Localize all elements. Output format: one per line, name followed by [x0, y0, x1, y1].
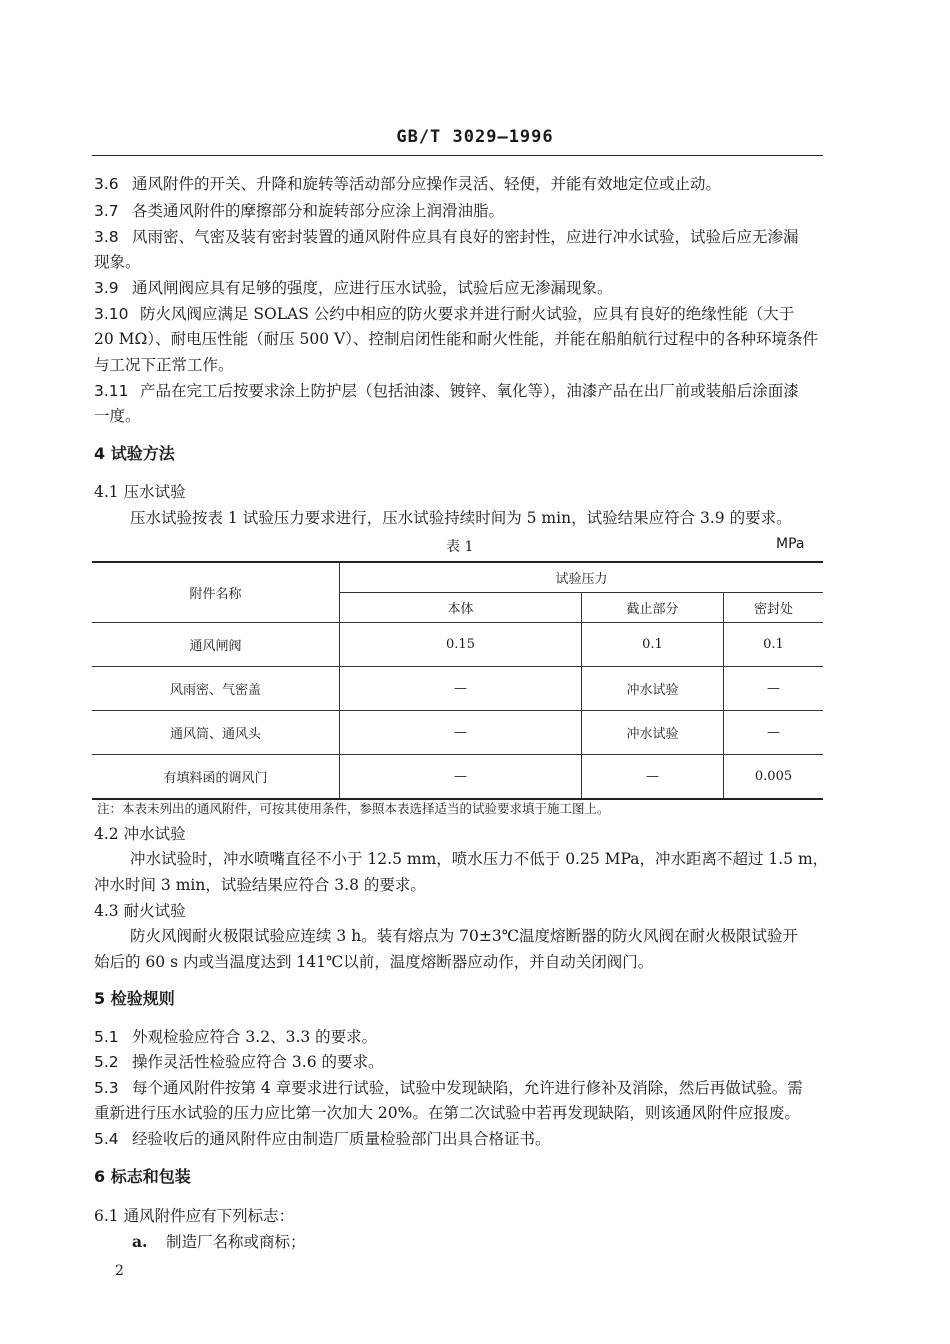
clause-5-4: 5.4 经验收后的通风附件应由制造厂质量检验部门出具合格证书。	[94, 1130, 551, 1148]
cell-cutoff: 冲水试验	[582, 667, 724, 711]
cell-name: 风雨密、气密盖	[92, 667, 340, 711]
cell-name: 通风闸阀	[92, 623, 340, 667]
clause-3-10-cont2: 与工况下正常工作。	[94, 356, 234, 374]
cell-cutoff: 冲水试验	[582, 711, 724, 755]
clause-4-3-line1: 防火风阀耐火极限试验应连续 3 h。装有熔点为 70±3℃温度熔断器的防火风阀在耐火极限试验开	[130, 927, 799, 945]
clause-4-3-line2: 始后的 60 s 内或当温度达到 141℃以前，温度熔断器应动作，并自动关闭阀门。	[94, 953, 654, 971]
clause-5-3-cont: 重新进行压水试验的压力应比第一次加大 20%。在第二次试验中若再发现缺陷，则该通风附件应报废。	[94, 1104, 800, 1122]
cell-seal: —	[724, 667, 824, 711]
cell-body: —	[340, 711, 582, 755]
clause-4-2-line1: 冲水试验时，冲水喷嘴直径不小于 12.5 mm，喷水压力不低于 0.25 MPa，冲水距离不超过 1.5 m，	[130, 850, 829, 868]
cell-seal: 0.1	[724, 623, 824, 667]
section-6-title: 6 标志和包装	[94, 1167, 191, 1186]
standard-number-header: GB/T 3029—1996	[396, 127, 554, 147]
table-row	[92, 711, 823, 755]
section-5-title: 5 检验规则	[94, 989, 175, 1008]
clause-3-8-cont: 现象。	[94, 253, 141, 271]
clause-3-10-cont1: 20 MΩ）、耐电压性能（耐压 500 V）、控制启闭性能和耐火性能，并能在船舶航行过程中的各种环境条件	[94, 330, 819, 348]
table-caption: 表 1	[446, 539, 474, 555]
table-row	[92, 667, 823, 711]
clause-3-11: 3.11 产品在完工后按要求涂上防护层（包括油漆、镀锌、氧化等），油漆产品在出厂前或装船后涂面漆	[94, 382, 799, 400]
page-number: 2	[115, 1263, 124, 1279]
clause-3-11-cont: 一度。	[94, 407, 141, 425]
col-header-name: 附件名称	[92, 562, 340, 623]
list-item-a: a. 制造厂名称或商标；	[132, 1232, 306, 1251]
clause-6-1: 6.1 通风附件应有下列标志：	[94, 1207, 295, 1225]
clause-5-3: 5.3 每个通风附件按第 4 章要求进行试验，试验中发现缺陷，允许进行修补及消除，然后再做试验。需	[94, 1079, 803, 1097]
cell-seal: 0.005	[724, 755, 824, 800]
cell-name: 有填料函的调风门	[92, 755, 340, 800]
section-4-title: 4 试验方法	[94, 444, 175, 463]
table-row	[92, 623, 823, 667]
cell-body: —	[340, 667, 582, 711]
clause-4-2-line2: 冲水时间 3 min，试验结果应符合 3.8 的要求。	[94, 876, 426, 894]
clause-4-1-title: 4.1 压水试验	[94, 483, 186, 501]
cell-cutoff: —	[582, 755, 724, 800]
clause-4-3-title: 4.3 耐火试验	[94, 902, 186, 920]
col-header-cutoff: 截止部分	[582, 593, 724, 623]
clause-3-7: 3.7 各类通风附件的摩擦部分和旋转部分应涂上润滑油脂。	[94, 202, 505, 220]
cell-name: 通风筒、通风头	[92, 711, 340, 755]
clause-5-1: 5.1 外观检验应符合 3.2、3.3 的要求。	[94, 1028, 378, 1046]
col-header-pressure: 试验压力	[340, 562, 824, 593]
header-rule	[92, 155, 823, 156]
clause-3-10: 3.10 防火风阀应满足 SOLAS 公约中相应的防火要求并进行耐火试验，应具有良好的绝缘性能（大于	[94, 305, 795, 323]
clause-4-2-title: 4.2 冲水试验	[94, 825, 186, 843]
clause-3-8: 3.8 风雨密、气密及装有密封装置的通风附件应具有良好的密封性，应进行冲水试验，试验后应无渗漏	[94, 228, 799, 246]
clause-3-9: 3.9 通风闸阀应具有足够的强度，应进行压水试验，试验后应无渗漏现象。	[94, 279, 613, 297]
col-header-seal: 密封处	[724, 593, 824, 623]
cell-cutoff: 0.1	[582, 623, 724, 667]
test-pressure-table	[92, 561, 823, 800]
table-row	[92, 755, 823, 800]
cell-body: —	[340, 755, 582, 800]
clause-3-6: 3.6 通风附件的开关、升降和旋转等活动部分应操作灵活、轻便，并能有效地定位或止动。	[94, 175, 722, 193]
clause-4-1-text: 压水试验按表 1 试验压力要求进行，压水试验持续时间为 5 min，试验结果应符合 3.9 的要求。	[130, 509, 792, 527]
cell-seal: —	[724, 711, 824, 755]
table-unit: MPa	[776, 536, 805, 552]
cell-body: 0.15	[340, 623, 582, 667]
clause-5-2: 5.2 操作灵活性检验应符合 3.6 的要求。	[94, 1053, 384, 1071]
col-header-body: 本体	[340, 593, 582, 623]
table-note: 注：本表未列出的通风附件，可按其使用条件，参照本表选择适当的试验要求填于施工图上。	[97, 801, 610, 816]
